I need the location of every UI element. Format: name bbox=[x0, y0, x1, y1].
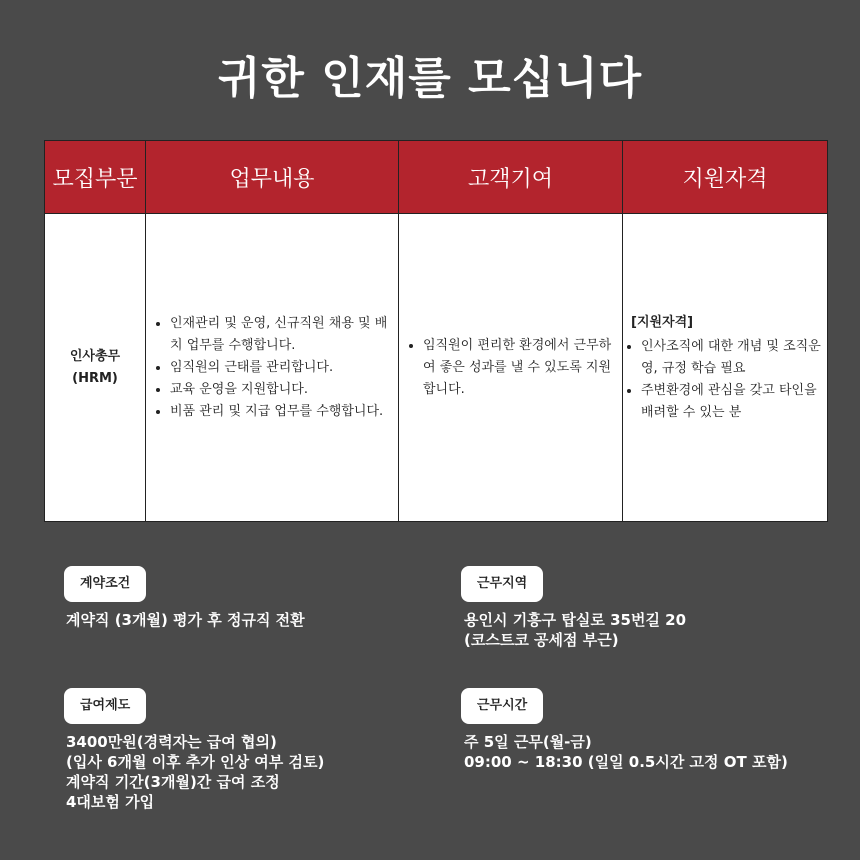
page-title: 귀한 인재를 모십니다 bbox=[217, 53, 643, 104]
list-item: • 임직원이 편리한 환경에서 근무하여 좋은 성과를 낼 수 있도록 지원합니다. bbox=[423, 335, 618, 401]
duties-cell bbox=[146, 214, 399, 522]
hours-line: 주 5일 근무(월-금) bbox=[464, 733, 592, 751]
list-item: • 비품 관리 및 지급 업무를 수행합니다. bbox=[170, 401, 394, 423]
qualification-cell bbox=[623, 214, 828, 522]
location-info bbox=[464, 610, 686, 650]
salary-badge: 급여제도 bbox=[64, 688, 146, 724]
salary-line: (입사 6개월 이후 추가 인상 여부 검토) bbox=[66, 753, 325, 771]
recruitment-table bbox=[44, 140, 828, 522]
list-item: • 인재관리 및 운영, 신규직원 채용 및 배치 업무를 수행합니다. bbox=[170, 313, 394, 357]
contribution-list bbox=[403, 335, 618, 401]
salary-line: 3400만원(경력자는 급여 협의) bbox=[66, 733, 277, 751]
contract-info bbox=[66, 610, 305, 630]
qualification-list bbox=[627, 336, 823, 424]
hours-info bbox=[464, 732, 788, 772]
table-header-row bbox=[45, 141, 828, 214]
department-code: (HRM) bbox=[72, 370, 118, 386]
header-department: 모집부문 bbox=[45, 141, 146, 214]
header-contribution: 고객기여 bbox=[399, 141, 623, 214]
salary-line: 4대보험 가입 bbox=[66, 793, 155, 811]
location-badge: 근무지역 bbox=[461, 566, 543, 602]
department-name: 인사총무 bbox=[69, 348, 121, 364]
table-row bbox=[45, 214, 828, 522]
contract-line: 계약직 (3개월) 평가 후 정규직 전환 bbox=[66, 611, 305, 629]
hours-badge: 근무시간 bbox=[461, 688, 543, 724]
list-item: • 주변환경에 관심을 갖고 타인을 배려할 수 있는 분 bbox=[641, 380, 823, 424]
list-item: • 임직원의 근태를 관리합니다. bbox=[170, 357, 394, 379]
contribution-cell bbox=[399, 214, 623, 522]
salary-info bbox=[66, 732, 324, 812]
location-line: (코스트코 공세점 부근) bbox=[464, 631, 619, 649]
location-line: 용인시 기흥구 탑실로 35번길 20 bbox=[464, 611, 687, 629]
salary-line: 계약직 기간(3개월)간 급여 조정 bbox=[66, 773, 280, 791]
hours-line: 09:00 ~ 18:30 (일일 0.5시간 고정 OT 포함) bbox=[464, 753, 788, 771]
list-item: • 인사조직에 대한 개념 및 조직운영, 규정 학습 필요 bbox=[641, 336, 823, 380]
department-cell bbox=[45, 214, 146, 522]
qualification-title: [지원자격] bbox=[631, 314, 694, 330]
list-item: • 교육 운영을 지원합니다. bbox=[170, 379, 394, 401]
contract-badge: 계약조건 bbox=[64, 566, 146, 602]
header-qualification: 지원자격 bbox=[623, 141, 828, 214]
header-duties: 업무내용 bbox=[146, 141, 399, 214]
duties-list bbox=[150, 313, 394, 423]
